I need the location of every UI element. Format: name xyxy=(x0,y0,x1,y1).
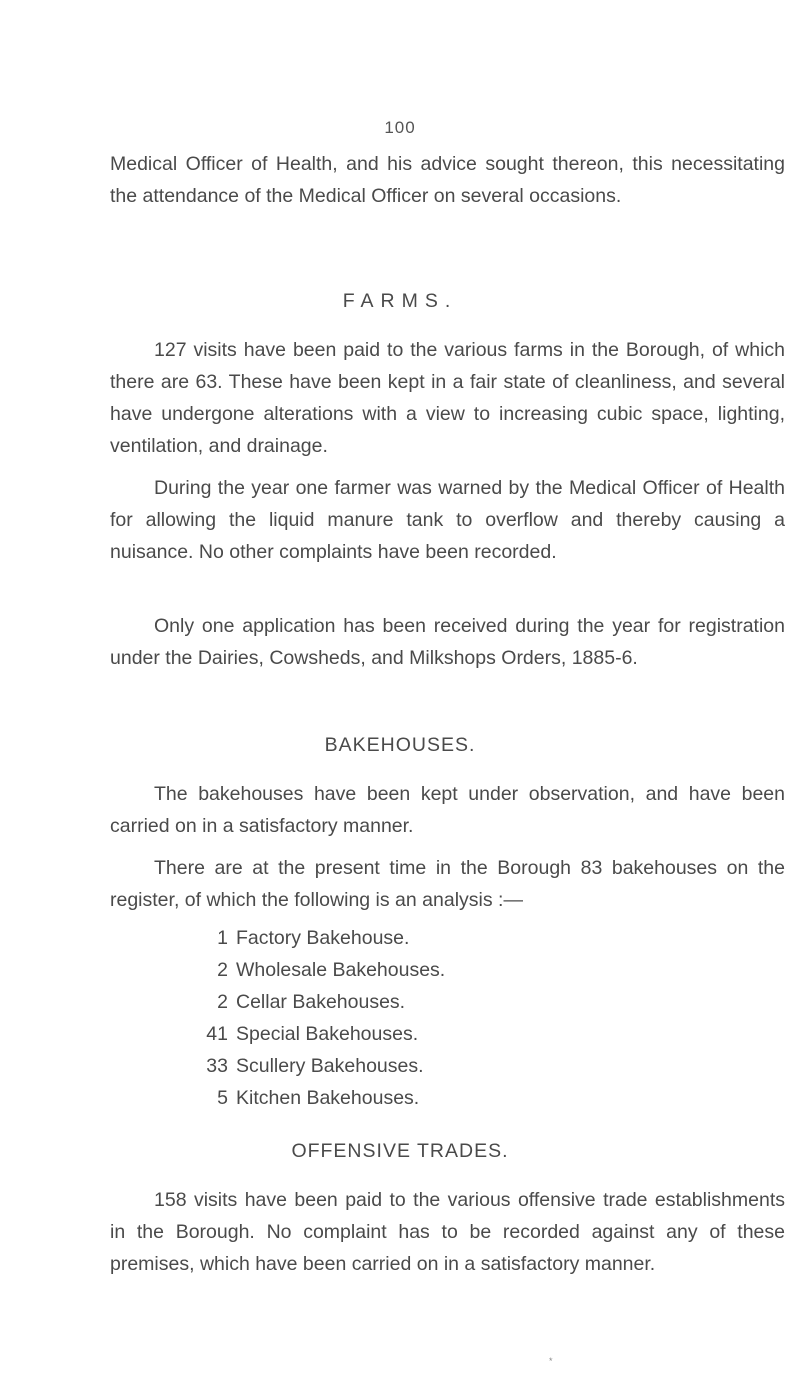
list-item-label: Wholesale Bakehouses. xyxy=(236,959,446,981)
farms-paragraph-2: During the year one farmer was warned by the Medical Officer of Health for allowing the liquid manure tank to overflow and thereby causing a nuisance. No other complaints have been recorded. xyxy=(110,477,785,563)
list-item-count: 1 xyxy=(217,927,228,949)
list-item-label: Factory Bakehouse. xyxy=(236,927,410,949)
list-item-label: Special Bakehouses. xyxy=(236,1023,419,1045)
section-heading-offensive-trades: OFFENSIVE TRADES. xyxy=(291,1140,509,1162)
bakehouses-paragraph-2: There are at the present time in the Borough 83 bakehouses on the register, of which the following is an analysis :— xyxy=(110,857,785,911)
footer-mark: * xyxy=(549,1356,553,1366)
list-item-label: Scullery Bakehouses. xyxy=(236,1055,424,1077)
intro-paragraph: Medical Officer of Health, and his advice sought thereon, this necessitating the attendance of the Medical Officer on several occasions. xyxy=(110,153,785,207)
section-heading-farms: FARMS. xyxy=(342,290,458,312)
list-item-count: 2 xyxy=(217,991,228,1013)
bakehouses-paragraph-1: The bakehouses have been kept under observation, and have been carried on in a satisfactory manner. xyxy=(110,783,785,837)
farms-paragraph-1: 127 visits have been paid to the various farms in the Borough, of which there are 63. These have been kept in a fair state of cleanliness, and several have undergone alterations with a view to increasing cubic space, lighting, ventilation, and drainage. xyxy=(110,339,785,457)
page-number: 100 xyxy=(384,118,416,137)
offensive-trades-paragraph-1: 158 visits have been paid to the various offensive trade establishments in the Borough. No complaint has to be recorded against any of these premises, which have been carried on in a satisfactory manner. xyxy=(110,1189,785,1275)
list-item-count: 41 xyxy=(206,1023,228,1045)
farms-paragraph-3: Only one application has been received during the year for registration under the Dairies, Cowsheds, and Milkshops Orders, 1885-6. xyxy=(110,615,785,669)
list-item-label: Cellar Bakehouses. xyxy=(236,991,406,1013)
list-item-label: Kitchen Bakehouses. xyxy=(236,1087,420,1109)
list-item-count: 5 xyxy=(217,1087,228,1109)
list-item-count: 2 xyxy=(217,959,228,981)
list-item-count: 33 xyxy=(206,1055,228,1077)
section-heading-bakehouses: BAKEHOUSES. xyxy=(324,734,476,756)
